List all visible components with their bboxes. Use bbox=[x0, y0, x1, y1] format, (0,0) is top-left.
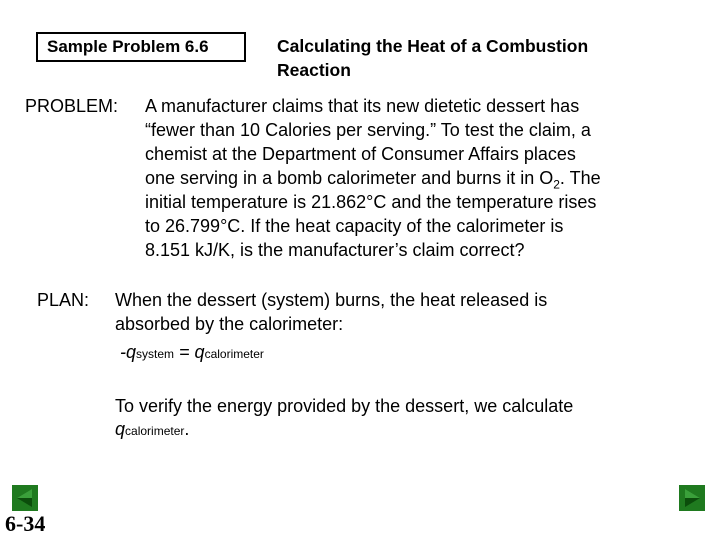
plan-equation bbox=[120, 342, 264, 363]
eq-lhs-q: -q bbox=[120, 342, 137, 362]
slide-number: 6-34 bbox=[5, 511, 46, 536]
plan-line-2: absorbed by the calorimeter: bbox=[115, 314, 344, 334]
problem-label: PROBLEM: bbox=[25, 96, 119, 116]
title-line-1: Calculating the Heat of a Combustion bbox=[277, 36, 589, 56]
problem-line-6: to 26.799°C. If the heat capacity of the calorimeter is bbox=[145, 216, 564, 236]
eq-rhs-q: = q bbox=[174, 342, 205, 362]
problem-line-7: 8.151 kJ/K, is the manufacturer’s claim correct? bbox=[145, 240, 525, 260]
verify-period: . bbox=[184, 419, 190, 439]
problem-line-2: “fewer than 10 Calories per serving.” To test the claim, a bbox=[145, 120, 591, 140]
oxygen-subscript: 2 bbox=[553, 177, 560, 192]
title-line-2: Reaction bbox=[277, 60, 351, 80]
problem-line-4-end: . The bbox=[559, 168, 601, 188]
triangle-right-icon[interactable] bbox=[679, 485, 705, 511]
verify-q: q bbox=[115, 419, 126, 439]
problem-title bbox=[277, 34, 697, 82]
eq-rhs-subscript: calorimeter bbox=[204, 347, 264, 361]
problem-line-3: chemist at the Department of Consumer Affairs places bbox=[145, 144, 576, 164]
problem-line-4-text: one serving in a bomb calorimeter and burns it in O bbox=[145, 168, 554, 188]
plan-label: PLAN: bbox=[37, 290, 90, 310]
sample-problem-label: Sample Problem 6.6 bbox=[47, 37, 209, 56]
problem-line-5: initial temperature is 21.862°C and the temperature rises bbox=[145, 192, 597, 212]
verify-line-1: To verify the energy provided by the dessert, we calculate bbox=[115, 396, 574, 416]
eq-lhs-subscript: system bbox=[136, 347, 175, 361]
plan-line-1: When the dessert (system) burns, the heat released is bbox=[115, 290, 548, 310]
triangle-left-icon[interactable] bbox=[12, 485, 38, 511]
problem-line-1: A manufacturer claims that its new dietetic dessert has bbox=[145, 96, 580, 116]
verify-subscript: calorimeter bbox=[125, 424, 185, 438]
verify-line-2 bbox=[115, 419, 189, 440]
sample-problem-box bbox=[36, 32, 246, 62]
